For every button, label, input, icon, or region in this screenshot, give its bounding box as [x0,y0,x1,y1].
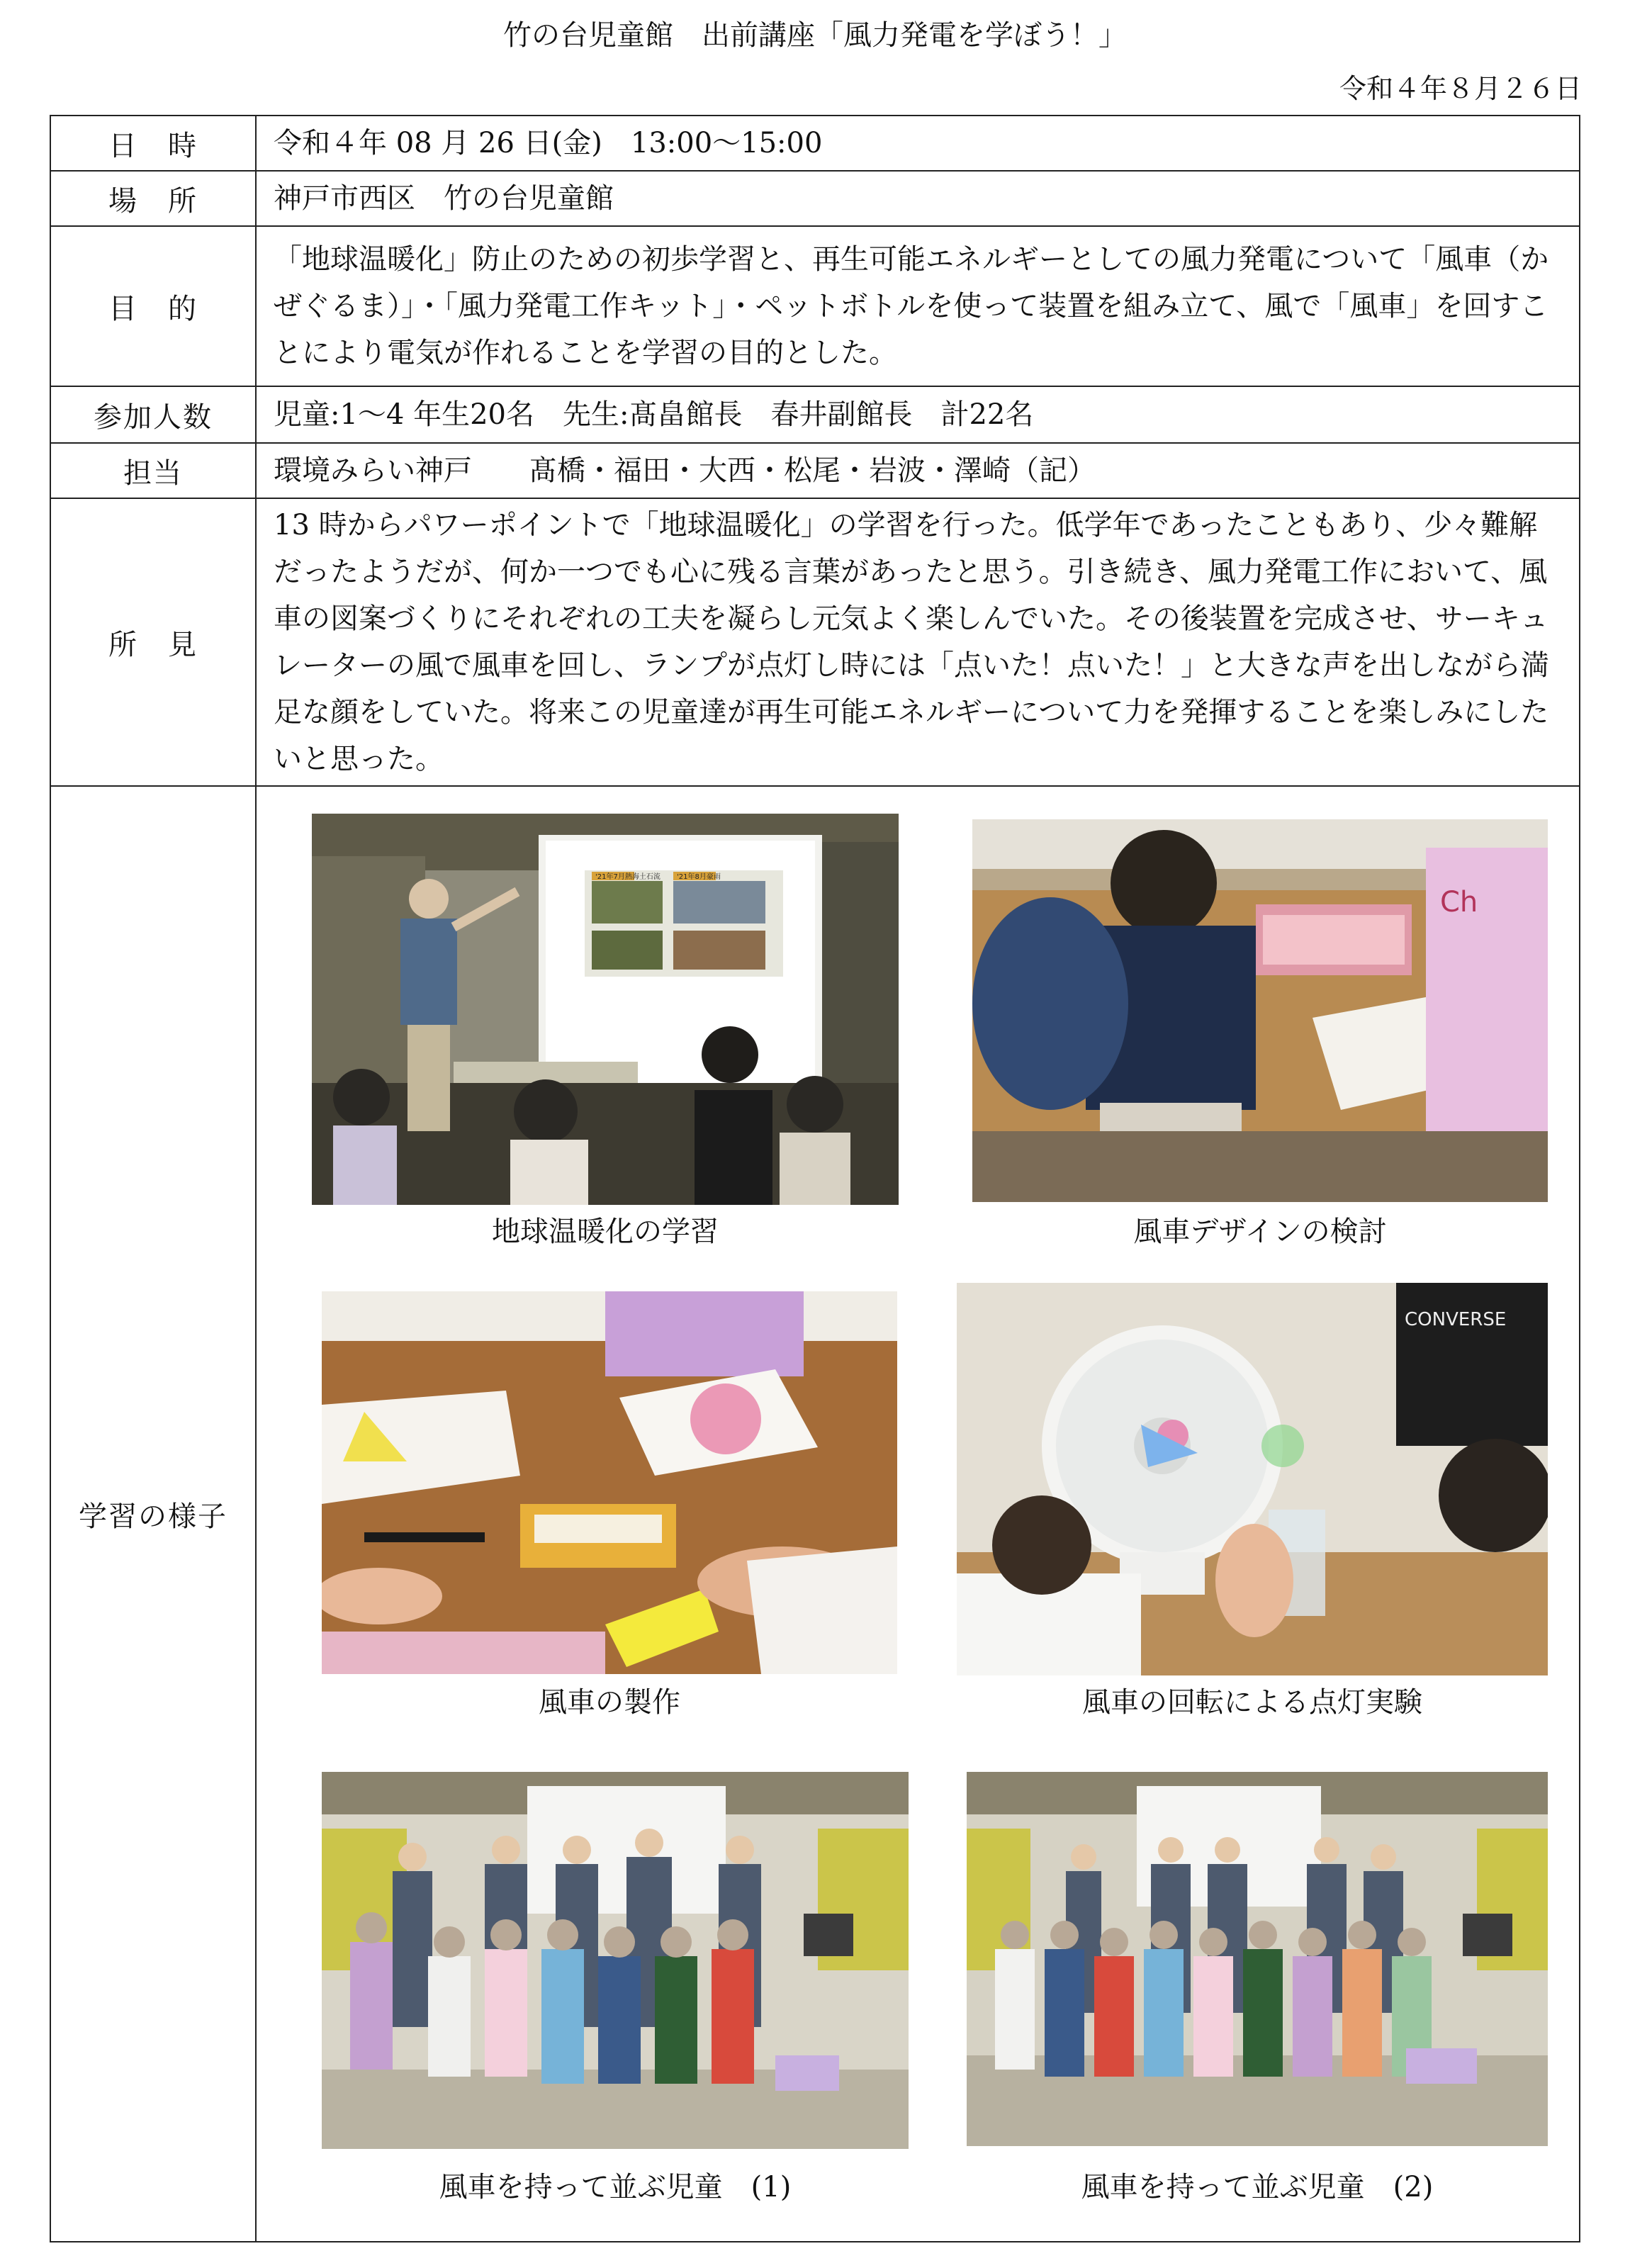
label-staff: 担当 [50,443,256,498]
label-datetime: 日 時 [50,116,256,171]
photo-group-1 [322,1772,909,2149]
report-date: 令和４年８月２６日 [1339,73,1582,104]
shirt-text-ch: Ch [1440,886,1478,919]
caption-group-1: 風車を持って並ぶ児童 (1) [439,2171,792,2204]
caption-experiment: 風車の回転による点灯実験 [1082,1686,1422,1719]
row-participants [50,386,1580,443]
row-gallery [50,786,1580,2242]
report-table [50,115,1580,2242]
label-participants: 参加人数 [50,386,256,443]
row-datetime [50,116,1580,171]
label-place: 場 所 [50,171,256,226]
value-findings: 13 時からパワーポイントで「地球温暖化」の学習を行った。低学年であったこともあり、少々難解だったようだが、何か一つでも心に残る言葉があったと思う。引き続き、風力発電工作において、風車の図案づくりにそれぞれの工夫を凝らし元気よく楽しんでいた。その後装置を完成させ、サーキュレーターの風で風車を回し、ランプが点灯し時には「点いた！点いた！」と大きな声を出しながら満足な顔をしていた。将来この児童達が再生可能エネルギーについて力を発揮することを楽しみにしたいと思った。 [256,498,1580,786]
caption-design: 風車デザインの検討 [1133,1216,1387,1248]
value-staff: 環境みらい神戸 髙橋・福田・大西・松尾・岩波・澤崎（記） [256,443,1580,498]
row-findings [50,498,1580,786]
shirt-text-converse: CONVERSE [1405,1309,1507,1330]
label-findings: 所 見 [50,498,256,786]
row-staff [50,443,1580,498]
photo-experiment [957,1283,1548,1675]
photo-lecture [312,814,899,1205]
caption-making: 風車の製作 [539,1686,680,1719]
gallery-cell [256,786,1580,2242]
caption-group-2: 風車を持って並ぶ児童 (2) [1081,2171,1434,2204]
label-purpose: 目 的 [50,226,256,386]
value-datetime: 令和４年 08 月 26 日(金) 13:00～15:00 [256,116,1580,171]
photo-group-2 [967,1772,1548,2146]
photo-design [972,819,1548,1202]
label-gallery: 学習の様子 [50,786,256,2242]
value-place: 神戸市西区 竹の台児童館 [256,171,1580,226]
slide-text-1: '21年7月熱海土石流 [595,873,661,881]
photo-gallery [257,787,1583,2241]
value-participants: 児童:1～4 年生20名 先生:髙畠館長 春井副館長 計22名 [256,386,1580,443]
value-purpose: 「地球温暖化」防止のための初歩学習と、再生可能エネルギーとしての風力発電について「風車（かぜぐるま）」・「風力発電工作キット」・ペットボトルを使って装置を組み立て、風で「風車」を回すことにより電気が作れることを学習の目的とした。 [256,226,1580,386]
caption-lecture: 地球温暖化の学習 [492,1216,719,1248]
slide-text-2: '21年8月豪雨 [677,873,721,881]
page-title: 竹の台児童館 出前講座「風力発電を学ぼう！」 [503,19,1127,52]
photo-making [322,1291,897,1674]
row-purpose [50,226,1580,386]
row-place [50,171,1580,226]
